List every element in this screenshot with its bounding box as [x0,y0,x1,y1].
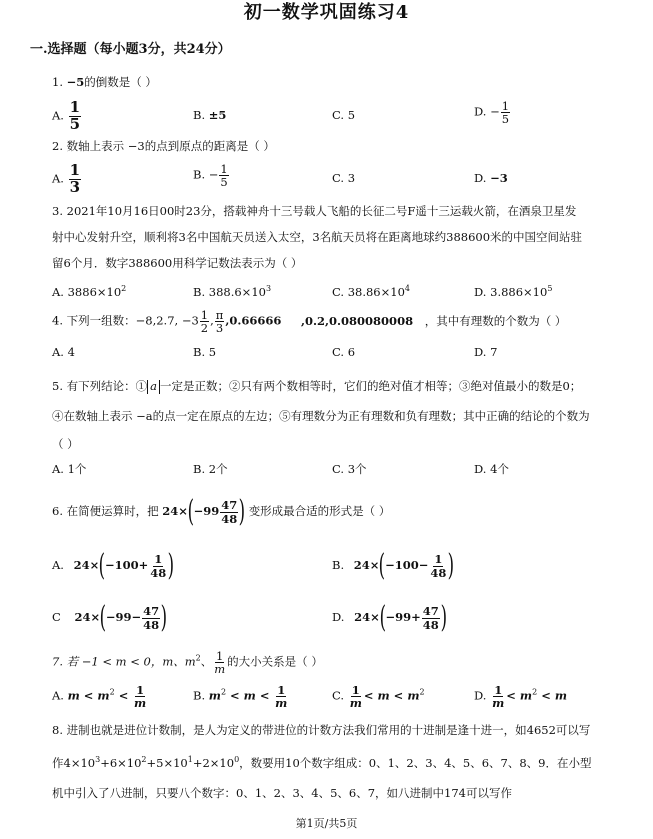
denominator: 5 [220,175,228,190]
fraction [274,684,288,709]
numerator: 1 [220,162,228,176]
q6-stem: 6. 在简便运算时，把 [52,504,159,518]
q6-stem-end: 变形成最合适的形式是（ ） [248,504,391,518]
expression: m [208,688,221,703]
question-3-line-2: 射中心发射升空，顺利将3名中国航天员送入太空，3名航天员将在距离地球约388600米的中国空间站驻 [52,230,583,244]
q6-option-d[interactable] [332,600,447,636]
expression: −99+ [385,610,421,624]
left-paren: ( [379,600,386,635]
option-letter: B. [332,558,345,572]
option-value: A. 3886×10 [52,284,122,299]
numerator: 1 [351,683,360,697]
q1-number: 1. [52,75,63,89]
denominator: 3 [69,177,81,196]
right-paren: ) [448,548,455,583]
q2-option-a[interactable] [52,163,82,196]
left-paren: ( [187,494,195,529]
denominator: m [214,662,226,677]
fraction [220,499,238,524]
q5-option-a[interactable]: A. 1个 [52,462,87,476]
fraction [349,684,363,709]
option-value: ±5 [208,108,227,122]
option-letter: A. [52,171,64,186]
question-1 [52,76,157,90]
fraction [219,163,228,188]
left-paren: ( [379,548,386,583]
question-3-line-1: 3. 2021年10月16日00时23分，搭载神舟十三号载人飞船的长征二号F遥十三运载火箭，在酒泉卫星发 [52,204,577,218]
option-value: 3 [347,171,356,185]
expression: 作4×10 [52,755,96,770]
q4-option-b[interactable]: B. 5 [193,345,217,359]
exponent: 2 [195,653,201,663]
expression: m < m [67,688,110,703]
question-5-line-2: ④在数轴上表示 −a的点一定在原点的左边；⑤有理数分为正有理数和负有理数；其中正确的结论的个数为 [52,409,590,423]
question-7 [52,650,323,675]
left-paren: ( [98,548,106,583]
minus-sign: − [208,167,219,182]
q5-option-c[interactable]: C. 3个 [332,462,367,476]
q5-option-d[interactable]: D. 4个 [474,462,509,476]
q4-number: ,0.2,0.080080008 [301,313,414,328]
exponent: 2 [419,687,425,697]
exponent: 1 [187,755,193,764]
fraction [501,100,510,125]
expression: +2×10 [192,755,235,770]
expression: 24× [353,558,380,572]
q4-stem: 4. 下列一组数：−8,2.7, −3 [52,313,199,328]
q1-stem: 的倒数是（ ） [84,75,157,89]
numerator: 1 [200,308,209,322]
option-letter: D. [332,610,345,624]
expression: +6×10 [100,755,142,770]
exponent: 5 [547,284,553,293]
exponent: 4 [404,284,410,293]
expression: +5×10 [146,755,188,770]
page-footer: 第1页/共5页 [295,817,358,830]
question-8-line-2 [52,755,591,771]
option-value: B. 388.6×10 [193,284,266,299]
exponent: 2 [121,284,127,293]
option-letter: D. [474,171,487,185]
right-paren: ) [167,548,175,583]
q3-option-c[interactable] [332,284,410,300]
numerator: 1 [69,161,81,179]
numerator: 1 [501,99,510,113]
expression: < [114,688,129,703]
q5-stem: 一定是正数；②只有两个数相等时，它们的绝对值才相等；③绝对值最小的数是0； [160,379,582,393]
denominator: 3 [215,321,224,336]
option-letter: D. [474,688,487,703]
option-value: C. 38.86×10 [332,284,405,299]
q6-option-c[interactable] [52,600,167,636]
fraction [142,605,160,630]
denominator: m [492,696,505,711]
expression: 24× [74,610,101,624]
right-paren: ) [238,494,246,529]
expression: < m < [226,688,270,703]
denominator: 48 [430,565,447,580]
question-3-line-3: 留6个月．数字388600用科学记数法表示为（ ） [52,256,303,270]
q5-option-b[interactable]: B. 2个 [193,462,228,476]
option-letter: A. [52,558,64,572]
option-letter: C. [332,171,345,185]
q2-option-d[interactable] [474,172,508,186]
fraction [213,650,226,675]
numerator: 1 [434,552,443,567]
q7-option-c[interactable] [332,684,425,709]
numerator: 1 [154,552,163,567]
denominator: m [275,696,288,711]
q6-option-a[interactable] [52,548,174,584]
numerator: 1 [277,683,286,697]
option-letter: C. [332,688,345,703]
numerator: 47 [422,604,439,619]
q7-option-a[interactable] [52,684,148,709]
section-heading: 一.选择题（每小题3分，共24分） [30,42,231,57]
question-5-line-1 [52,380,581,394]
q4-stem-end: ，其中有理数的个数为（ ） [424,313,567,328]
option-letter: D. [474,104,487,119]
separator: 、 [200,654,213,669]
fraction [422,605,440,630]
right-paren: ) [440,600,447,635]
question-6 [52,494,390,530]
q1-option-b[interactable] [193,109,226,123]
question-4 [52,309,566,334]
numerator: 1 [136,683,145,697]
fraction [215,309,225,334]
denominator: 48 [422,617,439,632]
denominator: 5 [501,112,510,127]
denominator: m [349,696,362,711]
option-value: D. 3.886×10 [474,284,548,299]
exponent: 3 [265,284,272,293]
question-5-line-3: （ ） [52,437,79,451]
q7-stem: 7. 若 −1 < m < 0，m、m [52,654,196,669]
separator: , [210,313,214,328]
q4-number: ,0.66666 [225,313,282,328]
fraction [69,100,81,133]
q4-option-c[interactable]: C. 6 [332,345,356,359]
denominator: 2 [200,321,209,336]
q1-option-a[interactable] [52,100,82,133]
exponent: 2 [220,687,227,697]
q2-option-b[interactable] [193,163,230,188]
q8-stem: ，数要用10个数字组成：0、1、2、3、4、5、6、7、8、9．在小型 [239,755,592,770]
option-letter: A. [52,108,64,123]
q3-option-d[interactable] [474,284,552,300]
option-letter: C [52,610,61,624]
option-letter: B. [193,688,206,703]
expression: −99− [105,610,142,624]
left-paren: ( [99,600,107,635]
denominator: 5 [69,114,81,133]
q4-option-d[interactable]: D. 7 [474,345,498,359]
q5-stem: 5. 有下列结论：① [52,379,148,393]
fraction [200,309,209,334]
numerator: π [215,308,224,322]
absolute-value: a [147,380,160,394]
expression: < m [537,688,568,703]
right-paren: ) [160,600,168,635]
fraction [429,553,447,578]
fraction [149,553,167,578]
option-value: −3 [490,171,508,185]
expression: 24× [73,558,100,572]
fraction [133,684,147,709]
expression: < m [506,688,533,703]
question-8-line-1: 8. 进制也就是进位计数制，是人为定义的带进位的计数方法我们常用的十进制是逢十进一，如4652可以写 [52,723,591,737]
q4-option-a[interactable]: A. 4 [52,345,75,359]
q3-option-b[interactable] [193,284,271,300]
exponent: 2 [109,687,115,697]
question-2: 2. 数轴上表示 −3的点到原点的距离是（ ） [52,139,275,153]
q7-option-b[interactable] [193,684,289,709]
exponent: 2 [532,687,538,697]
numerator: 1 [69,98,81,116]
page-title: 初一数学巩固练习4 [243,2,410,23]
minus-sign: − [490,104,500,119]
option-letter: B. [193,167,206,182]
denominator: m [134,696,147,711]
denominator: 48 [143,617,160,632]
expression: 24× [162,504,188,518]
numerator: 1 [494,683,503,697]
exponent: 0 [234,755,240,764]
expression: 24× [354,610,380,624]
option-letter: A. [52,688,64,703]
numerator: 1 [216,649,224,663]
expression: −100− [385,558,429,572]
q2-option-c[interactable] [332,172,355,186]
q3-option-a[interactable] [52,284,126,300]
expression: < m < m [363,688,420,703]
expression: −100+ [104,558,149,572]
numerator: 47 [221,498,238,513]
option-letter: B. [193,108,206,122]
fraction [69,163,81,196]
denominator: 48 [221,511,238,526]
exponent: 3 [95,755,101,764]
fraction [491,684,505,709]
q6-option-b[interactable] [332,548,454,584]
q7-stem-end: 的大小关系是（ ） [227,654,323,669]
exponent: 2 [141,755,147,764]
denominator: 48 [150,565,167,580]
q7-option-d[interactable] [474,684,567,709]
q1-option-c[interactable]: C. 5 [332,108,356,122]
numerator: 47 [143,604,160,619]
q1-option-d[interactable] [474,100,511,125]
expression: −99 [193,504,220,518]
q1-value: −5 [66,75,85,89]
question-8-line-3: 机中引入了八进制，只要八个数字：0、1、2、3、4、5、6、7，如八进制中174可以写作 [52,786,512,800]
